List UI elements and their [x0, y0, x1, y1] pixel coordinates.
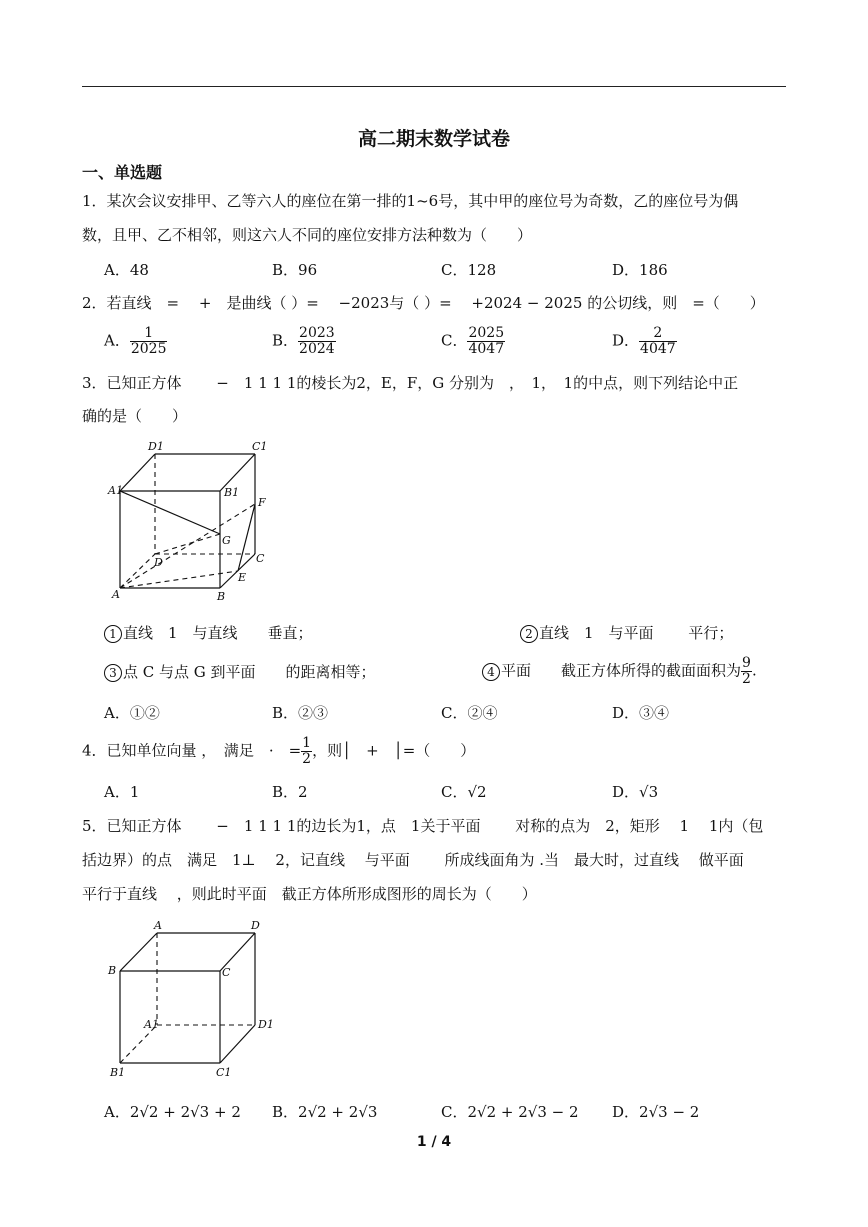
q1-option-c: C．128	[441, 261, 497, 279]
q5-option-a: A．2√2 + 2√3 + 2	[104, 1103, 241, 1121]
label-e: E	[238, 571, 247, 584]
q3-statement-4: 4 平面 截正方体所得的截面面积为 $\frac{9}{2}$ .	[482, 656, 757, 687]
q4-stem: 4．已知单位向量 ， 满足 · = $\frac{1}{2}$ ，则│ + │=（ ）	[82, 735, 476, 767]
q2-option-d: D． $\frac{2}{4047}$	[612, 325, 676, 357]
q3-line1: 3．已知正方体 − 1 1 1 1的棱长为2，E，F，G 分别为 ， 1， 1的中点，则下列结论中正	[82, 374, 739, 392]
q5-option-b: B．2√2 + 2√3	[272, 1103, 378, 1121]
q5-line1: 5．已知正方体 − 1 1 1 1的边长为1，点 1关于平面 对称的点为 2，矩形 1 1内（包	[82, 817, 764, 835]
label-b: B	[217, 590, 226, 603]
label-a1: A1	[144, 1018, 159, 1031]
circled-number: 4	[482, 663, 500, 681]
q1-line1: 1．某次会议安排甲、乙等六人的座位在第一排的1~6号，其中甲的座位号为奇数，乙的座位号为偶	[82, 192, 739, 210]
circled-number: 2	[520, 625, 538, 643]
q1-line2: 数，且甲、乙不相邻，则这六人不同的座位安排方法种数为（ ）	[82, 226, 533, 244]
page-number: 1 / 4	[416, 1134, 452, 1150]
label-b: B	[108, 964, 117, 977]
label-f: F	[258, 496, 266, 509]
q3-line2: 确的是（ ）	[82, 407, 188, 425]
q4-option-d: D．√3	[612, 783, 659, 801]
q1-option-a: A．48	[104, 261, 149, 279]
label-a: A	[112, 588, 120, 601]
fraction: $\frac{2}{4047}$	[640, 325, 676, 357]
q2-stem: 2．若直线 = + 是曲线（ ）= −2023与（ ）= +2024 − 2025 的公切线，则 =（ ）	[82, 294, 765, 312]
label-c: C	[222, 966, 231, 979]
label-d: D	[154, 556, 163, 569]
q2-option-c: C． $\frac{2025}{4047}$	[441, 325, 505, 357]
q3-statement-3: 3 点 C 与点 G 到平面 的距离相等；	[104, 661, 376, 682]
label-a1: A1	[108, 484, 123, 497]
q3-statement-1: 1 直线 1 与直线 垂直；	[104, 622, 313, 643]
label-c1: C1	[216, 1066, 232, 1079]
label-c: C	[256, 552, 265, 565]
label-d1: D1	[148, 440, 164, 453]
label-b1: B1	[110, 1066, 126, 1079]
circled-number: 1	[104, 625, 122, 643]
label-d: D	[251, 919, 260, 932]
label-a: A	[154, 919, 162, 932]
q4-option-b: B．2	[272, 783, 308, 801]
q5-option-c: C．2√2 + 2√3 − 2	[441, 1103, 579, 1121]
section-heading: 一、单选题	[82, 163, 163, 182]
q2-option-b: B． $\frac{2023}{2024}$	[272, 325, 335, 357]
q4-option-c: C．√2	[441, 783, 487, 801]
q5-option-d: D．2√3 − 2	[612, 1103, 700, 1121]
q3-option-c: C．②④	[441, 704, 498, 722]
fraction: $\frac{9}{2}$	[742, 655, 751, 687]
label-b1: B1	[224, 486, 240, 499]
q5-line3: 平行于直线 ，则此时平面 截正方体所形成图形的周长为（ ）	[82, 885, 537, 903]
top-rule	[82, 86, 786, 87]
q3-option-d: D．③④	[612, 704, 670, 722]
q3-option-a: A．①②	[104, 704, 160, 722]
fraction: $\frac{1}{2}$	[302, 735, 312, 767]
fraction: $\frac{1}{2025}$	[130, 325, 167, 357]
q1-option-d: D．186	[612, 261, 668, 279]
fraction: $\frac{2023}{2024}$	[299, 325, 335, 357]
q4-option-a: A．1	[104, 783, 140, 801]
q3-option-b: B．②③	[272, 704, 329, 722]
q5-line2: 括边界）的点 满足 1⊥ 2，记直线 与平面 所成线面角为 .当 最大时，过直线 做平面	[82, 851, 744, 869]
q5-cube-figure	[100, 916, 290, 1086]
q3-cube-figure	[100, 436, 280, 606]
fraction: $\frac{2025}{4047}$	[468, 325, 505, 357]
q2-option-a: A． $\frac{1}{2025}$	[104, 325, 167, 357]
label-g: G	[222, 534, 231, 547]
label-c1: C1	[252, 440, 268, 453]
circled-number: 3	[104, 664, 122, 682]
q3-statement-2: 2 直线 1 与平面 平行；	[520, 622, 733, 643]
q1-option-b: B．96	[272, 261, 318, 279]
label-d1: D1	[258, 1018, 274, 1031]
page-title: 高二期末数学试卷	[357, 128, 510, 150]
